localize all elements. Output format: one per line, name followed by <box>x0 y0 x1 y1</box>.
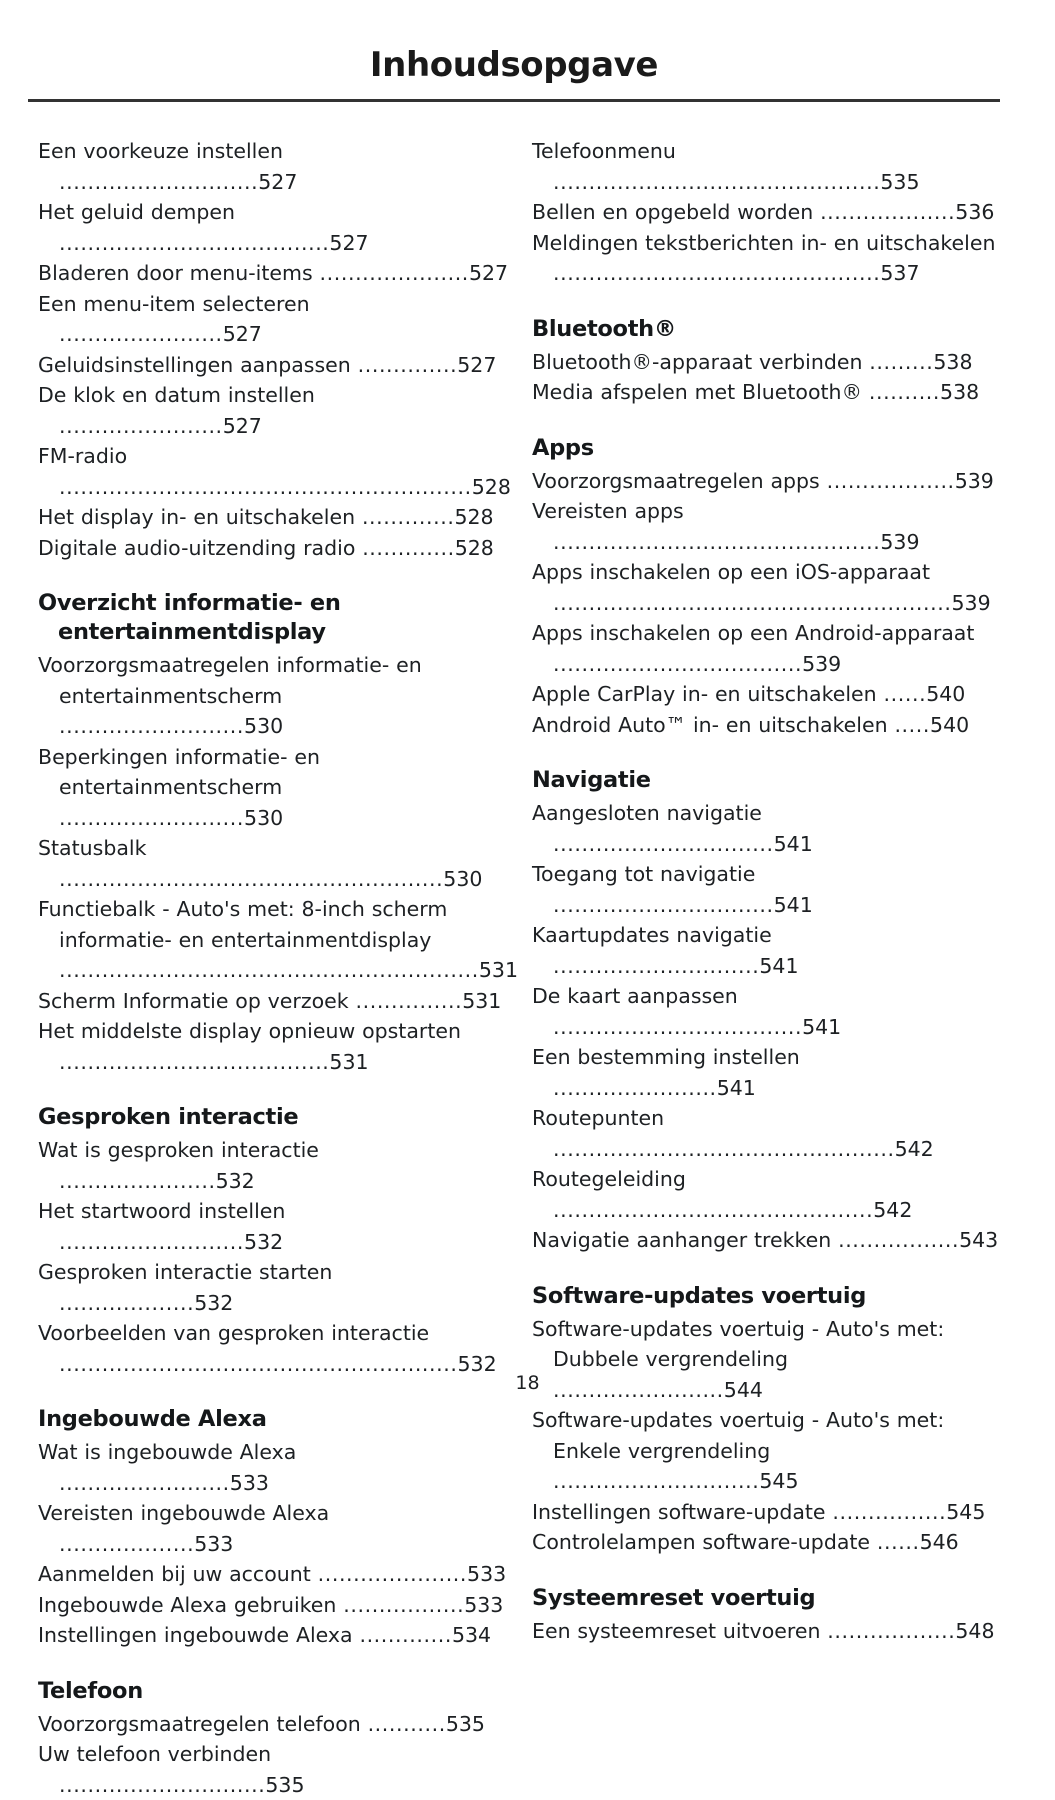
toc-entry-label: FM-radio <box>38 444 127 468</box>
toc-entry[interactable] <box>532 1042 1004 1103</box>
toc-entry[interactable] <box>532 1616 1004 1647</box>
toc-entry[interactable] <box>532 347 1004 378</box>
toc-entry-label: Bellen en opgebeld worden <box>532 200 813 224</box>
toc-entry-page-number: 530 <box>244 806 283 830</box>
toc-entry[interactable] <box>38 1196 510 1257</box>
toc-entry-label: Een voorkeuze instellen <box>38 139 283 163</box>
toc-entry-page-number: 546 <box>920 1530 959 1554</box>
toc-entry-leader: ........................ <box>553 1378 724 1402</box>
toc-entry-leader: ............................... <box>553 832 774 856</box>
toc-entry-page-number: 532 <box>194 1291 233 1315</box>
toc-entry[interactable] <box>532 618 1004 679</box>
page-number: 18 <box>515 1372 539 1394</box>
toc-entry-label: Het startwoord instellen <box>38 1199 285 1223</box>
toc-entry-page-number: 541 <box>802 1015 841 1039</box>
toc-entry-page-number: 536 <box>955 200 994 224</box>
toc-entry[interactable] <box>38 742 510 834</box>
toc-section <box>38 589 510 1077</box>
toc-entry-leader: ............................. <box>553 1469 759 1493</box>
toc-entry[interactable] <box>38 350 510 381</box>
toc-entry[interactable] <box>532 1164 1004 1225</box>
toc-entry-leader: .......... <box>869 380 940 404</box>
toc-entry-label: Digitale audio-uitzending radio <box>38 536 355 560</box>
toc-section-heading: Ingebouwde Alexa <box>38 1405 510 1434</box>
toc-entry-label: Scherm Informatie op verzoek <box>38 989 349 1013</box>
toc-entry[interactable] <box>532 859 1004 920</box>
toc-entry-label: Instellingen software-update <box>532 1500 826 1524</box>
toc-entry-leader: ....................... <box>59 322 223 346</box>
toc-section <box>532 434 1004 741</box>
toc-entry-label: Voorzorgsmaatregelen telefoon <box>38 1712 361 1736</box>
toc-entry-leader: ...................................................... <box>59 867 443 891</box>
toc-entry-page-number: 527 <box>223 322 262 346</box>
toc-entry-leader: ........................................................ <box>553 591 952 615</box>
toc-entry-label: Functiebalk - Auto's met: 8-inch scherm informatie- en entertainmentdisplay <box>38 897 447 952</box>
toc-entry[interactable] <box>38 894 510 986</box>
toc-entry-label: Een menu-item selecteren <box>38 292 310 316</box>
toc-entry-page-number: 540 <box>930 713 969 737</box>
toc-entry-label: Aanmelden bij uw account <box>38 1562 311 1586</box>
toc-entry-label: Media afspelen met Bluetooth® <box>532 380 862 404</box>
toc-entry-leader: .............................................. <box>553 530 880 554</box>
toc-entry-label: Voorzorgsmaatregelen apps <box>532 469 820 493</box>
toc-entry[interactable] <box>38 502 510 533</box>
toc-entry-page-number: 541 <box>759 954 798 978</box>
toc-entry-leader: ............. <box>362 505 455 529</box>
toc-entry-leader: ............................. <box>553 954 759 978</box>
toc-entry-leader: ................................... <box>553 1015 802 1039</box>
toc-entry-leader: ........................ <box>59 1471 230 1495</box>
toc-entry[interactable] <box>532 679 1004 710</box>
toc-entry-leader: ............................. <box>59 1773 265 1797</box>
toc-entry-page-number: 535 <box>446 1712 485 1736</box>
toc-entry-leader: .......................... <box>59 714 244 738</box>
toc-entry-page-number: 533 <box>467 1562 506 1586</box>
toc-entry-page-number: 527 <box>329 231 368 255</box>
page-header <box>28 44 1000 86</box>
toc-entry-page-number: 533 <box>230 1471 269 1495</box>
toc-entry[interactable] <box>38 1257 510 1318</box>
toc-entry-leader: ...................................... <box>59 231 329 255</box>
toc-entry-page-number: 530 <box>244 714 283 738</box>
toc-entry-leader: ............. <box>362 536 455 560</box>
toc-entry-page-number: 527 <box>223 414 262 438</box>
toc-entry[interactable] <box>532 197 1004 228</box>
toc-entry-leader: ................... <box>59 1291 194 1315</box>
header-divider <box>28 99 1000 102</box>
toc-entry-page-number: 543 <box>959 1228 998 1252</box>
toc-entry[interactable] <box>38 289 510 350</box>
toc-entry-leader: ........................................................ <box>59 1352 458 1376</box>
toc-entry-label: Vereisten apps <box>532 499 684 523</box>
toc-entry[interactable] <box>38 1559 510 1590</box>
toc-entry[interactable] <box>38 197 510 258</box>
toc-entry-label: Bluetooth®-apparaat verbinden <box>532 350 862 374</box>
toc-entry-page-number: 528 <box>472 475 511 499</box>
toc-entry-label: Statusbalk <box>38 836 146 860</box>
toc-entry[interactable] <box>38 1739 510 1800</box>
toc-entry-page-number: 535 <box>880 170 919 194</box>
toc-entry[interactable] <box>532 1103 1004 1164</box>
toc-entry-page-number: 535 <box>265 1773 304 1797</box>
toc-section-heading: Navigatie <box>532 766 1004 795</box>
toc-entry-leader: ..... <box>894 713 930 737</box>
toc-entry-leader: .............................................. <box>553 261 880 285</box>
toc-entry-label: Routegeleiding <box>532 1167 686 1191</box>
toc-entry-page-number: 544 <box>724 1378 763 1402</box>
toc-entry-leader: ................................... <box>553 652 802 676</box>
toc-entry-leader: .................. <box>827 469 955 493</box>
toc-entry-page-number: 534 <box>452 1623 491 1647</box>
toc-section-heading: Systeemreset voertuig <box>532 1584 1004 1613</box>
toc-entry-label: Aangesloten navigatie <box>532 801 762 825</box>
toc-entry-label: De klok en datum instellen <box>38 383 315 407</box>
toc-entry-label: Routepunten <box>532 1106 664 1130</box>
toc-entry[interactable] <box>38 258 510 289</box>
toc-entry-page-number: 528 <box>455 536 494 560</box>
toc-entry-page-number: 538 <box>940 380 979 404</box>
toc-entry-leader: ............. <box>359 1623 452 1647</box>
toc-entry-label: Wat is gesproken interactie <box>38 1138 319 1162</box>
toc-entry[interactable] <box>532 228 1004 289</box>
toc-entry-page-number: 539 <box>880 530 919 554</box>
toc-section-heading: Bluetooth® <box>532 315 1004 344</box>
toc-entry-label: Geluidsinstellingen aanpassen <box>38 353 351 377</box>
toc-entry-leader: ................. <box>343 1593 464 1617</box>
toc-entry-leader: ................. <box>838 1228 959 1252</box>
toc-entry-label: Android Auto™ in- en uitschakelen <box>532 713 888 737</box>
toc-entry-label: Navigatie aanhanger trekken <box>532 1228 831 1252</box>
toc-entry[interactable] <box>38 1590 510 1621</box>
toc-entry[interactable] <box>532 496 1004 557</box>
toc-entry-leader: ............................................. <box>553 1198 873 1222</box>
toc-entry[interactable] <box>38 380 510 441</box>
toc-entry[interactable] <box>532 377 1004 408</box>
toc-entry-label: Het geluid dempen <box>38 200 235 224</box>
toc-entry-page-number: 539 <box>955 469 994 493</box>
toc-column-right <box>532 136 1004 1800</box>
toc-entry-page-number: 527 <box>457 353 496 377</box>
toc-entry-page-number: 531 <box>479 958 518 982</box>
toc-entry[interactable] <box>532 981 1004 1042</box>
toc-entry-label: Toegang tot navigatie <box>532 862 755 886</box>
toc-entry-page-number: 531 <box>329 1050 368 1074</box>
toc-section-heading: Overzicht informatie- en entertainmentdisplay <box>38 589 510 647</box>
toc-entry-label: Telefoonmenu <box>532 139 676 163</box>
toc-entry-leader: .......................... <box>59 806 244 830</box>
toc-entry-page-number: 542 <box>873 1198 912 1222</box>
toc-entry[interactable] <box>38 1135 510 1196</box>
toc-entry-label: Een systeemreset uitvoeren <box>532 1619 820 1643</box>
toc-entry-page-number: 530 <box>443 867 482 891</box>
toc-section-heading: Software-updates voertuig <box>532 1282 1004 1311</box>
toc-entry-page-number: 538 <box>933 350 972 374</box>
toc-entry-leader: ...... <box>883 682 926 706</box>
toc-entry[interactable] <box>532 920 1004 981</box>
toc-entry[interactable] <box>38 1709 510 1740</box>
toc-entry-label: Controlelampen software-update <box>532 1530 870 1554</box>
toc-entry[interactable] <box>532 1497 1004 1528</box>
toc-entry-leader: ................... <box>59 1532 194 1556</box>
toc-entry-leader: ....................... <box>553 1076 717 1100</box>
toc-section <box>38 1103 510 1379</box>
toc-entry-leader: ...... <box>877 1530 920 1554</box>
toc-entry-page-number: 532 <box>458 1352 497 1376</box>
toc-entry-leader: .................. <box>827 1619 955 1643</box>
toc-entry-page-number: 539 <box>952 591 991 615</box>
toc-entry-label: Apps inschakelen op een iOS-apparaat <box>532 560 930 584</box>
toc-entry-label: Software-updates voertuig - Auto's met: Dubbele vergrendeling <box>532 1317 944 1372</box>
toc-entry-leader: .......................................................... <box>59 475 472 499</box>
toc-entry-page-number: 533 <box>194 1532 233 1556</box>
toc-entry-label: Instellingen ingebouwde Alexa <box>38 1623 353 1647</box>
toc-entry-label: Apple CarPlay in- en uitschakelen <box>532 682 877 706</box>
toc-entry-label: Wat is ingebouwde Alexa <box>38 1440 296 1464</box>
toc-entry-page-number: 541 <box>774 832 813 856</box>
toc-entry[interactable] <box>38 1318 510 1379</box>
toc-entry[interactable] <box>38 533 510 564</box>
toc-section-heading: Apps <box>532 434 1004 463</box>
toc-section-heading: Gesproken interactie <box>38 1103 510 1132</box>
toc-entry-label: Bladeren door menu-items <box>38 261 313 285</box>
toc-entry-label: Vereisten ingebouwde Alexa <box>38 1501 329 1525</box>
toc-columns <box>0 136 1055 1800</box>
toc-entry[interactable] <box>532 136 1004 197</box>
toc-entry-leader: ..................... <box>318 1562 467 1586</box>
toc-entry-label: Kaartupdates navigatie <box>532 923 772 947</box>
toc-entry-label: Gesproken interactie starten <box>38 1260 332 1284</box>
toc-section <box>532 1282 1004 1558</box>
toc-entry[interactable] <box>38 986 510 1017</box>
toc-entry-label: Uw telefoon verbinden <box>38 1742 271 1766</box>
toc-entry-page-number: 533 <box>464 1593 503 1617</box>
toc-entry-leader: .............. <box>358 353 458 377</box>
toc-entry-leader: ........................................................... <box>59 958 479 982</box>
toc-entry[interactable] <box>532 1225 1004 1256</box>
toc-section <box>532 315 1004 408</box>
toc-entry-page-number: 541 <box>717 1076 756 1100</box>
toc-section-heading: Telefoon <box>38 1677 510 1706</box>
toc-entry[interactable] <box>38 1437 510 1498</box>
toc-entry-label: Het middelste display opnieuw opstarten <box>38 1019 461 1043</box>
toc-entry-label: Software-updates voertuig - Auto's met: Enkele vergrendeling <box>532 1408 944 1463</box>
toc-entry-leader: ....................... <box>59 414 223 438</box>
toc-entry-leader: ......... <box>869 350 933 374</box>
toc-entry-page-number: 545 <box>946 1500 985 1524</box>
toc-entry[interactable] <box>532 557 1004 618</box>
toc-entry[interactable] <box>38 441 510 502</box>
toc-entry-label: Voorbeelden van gesproken interactie <box>38 1321 429 1345</box>
toc-entry[interactable] <box>38 650 510 742</box>
toc-entry-leader: ............... <box>355 989 462 1013</box>
toc-entry[interactable] <box>38 1498 510 1559</box>
toc-entry-page-number: 531 <box>462 989 501 1013</box>
toc-section <box>532 136 1004 289</box>
toc-entry-label: Beperkingen informatie- en entertainmentscherm <box>38 745 320 800</box>
toc-section <box>38 1405 510 1651</box>
toc-entry-leader: ................ <box>832 1500 946 1524</box>
toc-entry-page-number: 545 <box>759 1469 798 1493</box>
toc-column-left <box>38 136 510 1800</box>
toc-entry-page-number: 539 <box>802 652 841 676</box>
toc-entry-leader: .............................................. <box>553 170 880 194</box>
toc-entry-page-number: 537 <box>880 261 919 285</box>
toc-entry-leader: ........... <box>368 1712 446 1736</box>
toc-entry-leader: ................... <box>820 200 955 224</box>
toc-entry-page-number: 542 <box>895 1137 934 1161</box>
toc-entry-page-number: 527 <box>258 170 297 194</box>
toc-entry-label: Het display in- en uitschakelen <box>38 505 355 529</box>
toc-entry-leader: ............................... <box>553 893 774 917</box>
toc-entry[interactable] <box>38 833 510 894</box>
toc-entry-label: Een bestemming instellen <box>532 1045 800 1069</box>
toc-entry-page-number: 528 <box>454 505 493 529</box>
toc-entry-leader: ................................................ <box>553 1137 895 1161</box>
toc-entry-leader: ...................... <box>59 1169 216 1193</box>
toc-entry-label: Apps inschakelen op een Android-apparaat <box>532 621 974 645</box>
toc-entry-leader: ...................................... <box>59 1050 329 1074</box>
toc-entry-page-number: 540 <box>926 682 965 706</box>
toc-entry-leader: .......................... <box>59 1230 244 1254</box>
toc-section <box>38 1677 510 1800</box>
toc-entry-leader: ..................... <box>319 261 468 285</box>
page-title: Inhoudsopgave <box>28 44 1000 86</box>
toc-entry-label: Ingebouwde Alexa gebruiken <box>38 1593 336 1617</box>
toc-entry-page-number: 532 <box>244 1230 283 1254</box>
toc-entry-page-number: 532 <box>216 1169 255 1193</box>
toc-entry[interactable] <box>38 1016 510 1077</box>
toc-section <box>38 136 510 563</box>
toc-entry[interactable] <box>532 710 1004 741</box>
toc-entry-label: De kaart aanpassen <box>532 984 738 1008</box>
toc-entry-label: Voorzorgsmaatregelen informatie- en entertainmentscherm <box>38 653 422 708</box>
toc-entry-leader: ............................ <box>59 170 258 194</box>
page-footer <box>0 1372 1055 1394</box>
toc-entry[interactable] <box>532 1527 1004 1558</box>
toc-entry[interactable] <box>38 1620 510 1651</box>
toc-entry-page-number: 541 <box>774 893 813 917</box>
toc-entry[interactable] <box>532 1405 1004 1497</box>
toc-section <box>532 766 1004 1256</box>
toc-entry-page-number: 548 <box>955 1619 994 1643</box>
toc-entry-page-number: 527 <box>469 261 508 285</box>
toc-entry[interactable] <box>38 136 510 197</box>
toc-entry[interactable] <box>532 798 1004 859</box>
toc-entry[interactable] <box>532 466 1004 497</box>
toc-entry-label: Meldingen tekstberichten in- en uitschakelen <box>532 231 995 255</box>
toc-section <box>532 1584 1004 1647</box>
